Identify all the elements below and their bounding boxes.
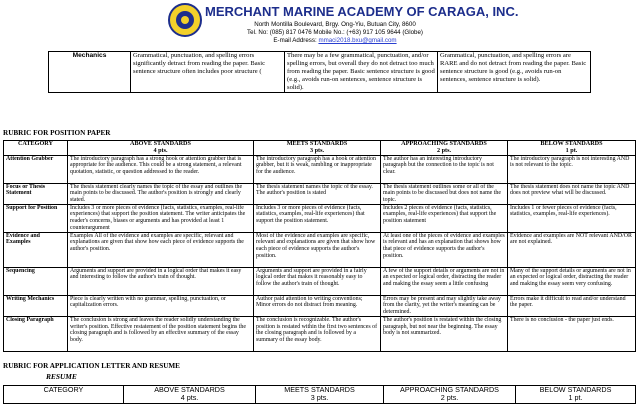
application-letter-title: RUBRIC FOR APPLICATION LETTER AND RESUME [3,362,180,370]
category-cell: Writing Mechanics [4,295,68,316]
criteria-cell: The introductory paragraph is not interesting AND is not relevant to the topic. [508,155,636,183]
criteria-cell: Errors make it difficult to read and/or understand the paper. [508,295,636,316]
table-row [4,295,636,316]
school-seal-logo [168,3,202,37]
criteria-cell: Includes 1 or fewer pieces of evidence (facts, statistics, examples, real-life experiences). [508,204,636,232]
criteria-cell: The author has an interesting introductory paragraph but the connection to the topic is not clear. [381,155,508,183]
criteria-cell: There may be a few grammatical, punctuation, and/or spelling errors, but overall they do not detract too much from reading the paper. Basic sentence structure is good (e.g., avoids run-on sentences, sentence structure is solid). [285,52,438,93]
email-label: E-mail Address: [273,37,319,44]
category-cell: Support for Position [4,204,68,232]
column-header: ABOVE STANDARDS 4 pts. [68,141,254,156]
criteria-cell: Many of the support details or arguments are not in an expected or logical order, distracting the reader and making the essay seem very confusing. [508,267,636,295]
criteria-cell: The conclusion is recognizable. The author's position is restated within the first two sentences of the closing paragraph and is followed by a summary of the essay body. [254,316,381,351]
criteria-cell: Grammatical, punctuation, and spelling errors are RARE and do not detract from reading the paper. Basic sentence structure is good (e.g., avoids run-on sentences, sentence structure is solid). [438,52,591,93]
criteria-cell: Author paid attention to writing conventions; Minor errors do not distract from meaning. [254,295,381,316]
criteria-cell: Examples All of the evidence and examples are specific, relevant and explanations are given that show how each piece of evidence supports the author's position. [68,232,254,267]
column-header: APPROACHING STANDARDS 2 pts. [381,141,508,156]
resume-subtitle: RESUME [46,372,77,381]
column-header: APPROACHING STANDARDS 2 pts. [384,386,516,404]
criteria-cell: The thesis statement clearly names the topic of the essay and outlines the main points to be discussed. The author's position is strongly and clearly stated. [68,183,254,204]
table-row [4,183,636,204]
letterhead [0,0,638,52]
criteria-cell: The thesis statement names the topic of the essay. The author's position is stated [254,183,381,204]
criteria-cell: Evidence and examples are NOT relevant AND/OR are not explained. [508,232,636,267]
header-row [4,141,636,156]
table-row [4,232,636,267]
criteria-cell: Piece is clearly written with no grammar, spelling, punctuation, or capitalization errors. [68,295,254,316]
position-paper-rubric-table [3,140,636,352]
table-row [49,52,591,93]
category-cell: Closing Paragraph [4,316,68,351]
table-row [4,204,636,232]
mechanics-table [48,51,591,93]
school-name: MERCHANT MARINE ACADEMY OF CARAGA, INC. [205,4,519,19]
criteria-cell: Most of the evidence and examples are specific, relevant and explanations are given that show how each piece of evidence supports the author's position. [254,232,381,267]
criteria-cell: The introductory paragraph has a hook or attention grabber, but it is weak, rambling or inappropriate for the audience. [254,155,381,183]
criteria-cell: The conclusion is strong and leaves the reader solidly understanding the writer's position. Effective restatement of the position statement begins the closing paragraph and is followed by an effective summary of the essay body. [68,316,254,351]
criteria-cell: The thesis statement does not name the topic AND does not preview what will be discussed. [508,183,636,204]
criteria-cell: The introductory paragraph has a strong hook or attention grabber that is appropriate for the audience. This could be a strong statement, a relevant quotation, statistic, or question addressed to the reader. [68,155,254,183]
position-paper-title: RUBRIC FOR POSITION PAPER [3,129,111,137]
category-cell: Sequencing [4,267,68,295]
column-header: MEETS STANDARDS 3 pts. [256,386,384,404]
application-letter-rubric-table [3,385,636,404]
criteria-cell: Includes 3 or more pieces of evidence (facts, statistics, examples, real-life experiences) that support the position statement. The writer anticipates the reader's concerns, biases or arguments and has provided at least 1 counterargument [68,204,254,232]
criteria-cell: Arguments and support are provided in a fairly logical order that makes it reasonably easy to follow the author's train of thought. [254,267,381,295]
category-cell: Attention Grabber [4,155,68,183]
category-cell: Focus or Thesis Statement [4,183,68,204]
criteria-cell: There is no conclusion - the paper just ends. [508,316,636,351]
column-header: BELOW STANDARDS 1 pt. [516,386,636,404]
column-header: CATEGORY [4,141,68,156]
category-cell: Evidence and Examples [4,232,68,267]
address-line: North Montilla Boulevard, Brgy. Ong-Yiu, Butuan City, 8600 [254,21,416,28]
email-line [205,37,465,44]
criteria-cell: Errors may be present and may slightly take away from the clarity, yet the writer's meaning can be determined. [381,295,508,316]
table-row [4,155,636,183]
criteria-cell: A few of the support details or arguments are not in an expected or logical order, distracting the reader and making the essay seem a little confusing [381,267,508,295]
criteria-cell: Includes 3 or more pieces of evidence (facts, statistics, examples, real-life experiences) that support the position statement. [254,204,381,232]
criteria-cell: At least one of the pieces of evidence and examples is relevant and has an explanation that shows how that piece of evidence supports the author's position. [381,232,508,267]
criteria-cell: The thesis statement outlines some or all of the main points to be discussed but does not name the topic. [381,183,508,204]
criteria-cell: Arguments and support are provided in a logical order that makes it easy and interesting to follow the author's train of thought. [68,267,254,295]
email-link[interactable]: mmaci2018.bxu@gmail.com [318,37,397,44]
category-cell: Mechanics [49,52,131,93]
criteria-cell: Grammatical, punctuation, and spelling errors significantly detract from reading the paper. Basic sentence structure often includes poor structure ( [131,52,285,93]
column-header: BELOW STANDARDS 1 pt. [508,141,636,156]
table-row [4,316,636,351]
criteria-cell: The author's position is restated within the closing paragraph, but not near the beginning. The essay body is not summarized. [381,316,508,351]
column-header: MEETS STANDARDS 3 pts. [254,141,381,156]
criteria-cell: Includes 2 pieces of evidence (facts, statistics, examples, real-life experiences) that support the position statement [381,204,508,232]
phone-line: Tel. No: (085) 817 0476 Mobile No.: (+63) 917 105 9644 (Globe) [247,29,423,36]
column-header: CATEGORY [4,386,124,404]
table-row [4,267,636,295]
column-header: ABOVE STANDARDS 4 pts. [124,386,256,404]
header-row [4,386,636,404]
